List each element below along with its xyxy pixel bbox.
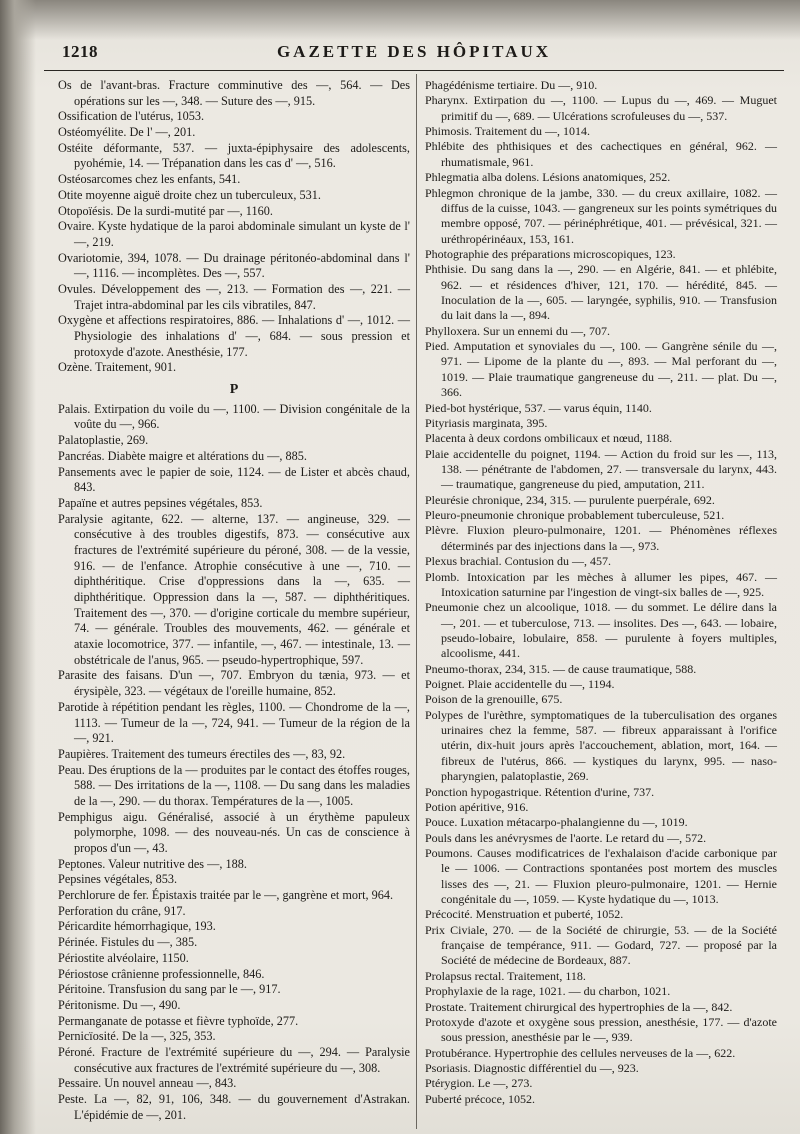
- index-entry: Prix Civiale, 270. — de la Société de chirurgie, 53. — de la Société française de tempérance, 911. — Godard, 727. — proposé par la Société de médecine de Bordeaux, 887.: [425, 922, 777, 968]
- index-entry: Ossification de l'utérus, 1053.: [58, 109, 205, 124]
- page-top-shadow: [0, 0, 800, 40]
- index-entry: Pied-bot hystérique, 537. — varus équin, 1140.: [425, 400, 652, 415]
- index-entry: Périostite alvéolaire, 1150.: [58, 950, 189, 965]
- index-entry: Plexus brachial. Contusion du —, 457.: [425, 554, 611, 569]
- index-entry: Précocité. Menstruation et puberté, 1052.: [425, 907, 624, 922]
- index-entry: Otopoïésis. De la surdi-mutité par —, 1160.: [58, 203, 273, 218]
- index-entry: Parasite des faisans. D'un —, 707. Embryon du tænia, 973. — et érysipèle, 323. — végétaux de l'oreille humaine, 852.: [58, 668, 410, 699]
- index-entry: Peau. Des éruptions de la — produites par le contact des étoffes rouges, 588. — Des irritations de la —, 1108. — Du sang dans les maladies de la —, 290. — du thorax. Températures de la —, 1005.: [58, 762, 410, 808]
- index-entry: Ovules. Développement des —, 213. — Formation des —, 221. — Trajet intra-abdominal par les cils vibratiles, 847.: [58, 281, 410, 312]
- index-entry: Ozène. Traitement, 901.: [58, 360, 177, 375]
- index-entry: Pessaire. Un nouvel anneau —, 843.: [58, 1076, 237, 1091]
- index-entry: Pneumo-thorax, 234, 315. — de cause traumatique, 588.: [425, 661, 697, 676]
- index-entry: Prolapsus rectal. Traitement, 118.: [425, 968, 586, 983]
- index-entry: Phthisie. Du sang dans la —, 290. — en Algérie, 841. — et phlébite, 962. — et résidences d'hiver, 121, 170. — hérédité, 845. — Inoculation de la —, 605. — laryngée, syphilis, 910. — Transfusion du lait dans la —, 894.: [425, 262, 777, 323]
- index-entry: Parotide à répétition pendant les règles, 1100. — Chondrome de la —, 1113. — Tumeur de la —, 724, 941. — Tumeur de la région de la —, 921.: [58, 699, 410, 746]
- index-entry: Pouls dans les anévrysmes de l'aorte. Le retard du —, 572.: [425, 830, 707, 845]
- index-entry: Péricardite hémorrhagique, 193.: [58, 919, 216, 934]
- index-entry: Phlébite des phthisiques et des cachectiques en général, 962. — rhumatismale, 961.: [425, 139, 777, 169]
- index-entry: Psoriasis. Diagnostic différentiel du —, 923.: [425, 1061, 639, 1075]
- index-entry: Phylloxera. Sur un ennemi du —, 707.: [425, 323, 610, 338]
- index-entry: Palais. Extirpation du voile du —, 1100. — Division congénitale de la voûte du —, 966.: [58, 401, 410, 432]
- index-entry: Ostéite déformante, 537. — juxta-épiphysaire des adolescents, pyohémie, 14. — Trépanation dans les cas d' —, 516.: [58, 140, 410, 171]
- index-entry: Photographie des préparations microscopiques, 123.: [425, 246, 676, 261]
- header-rule: [44, 70, 784, 71]
- index-entry: Périostose crânienne professionnelle, 846.: [58, 966, 265, 981]
- index-entry: Ostéosarcomes chez les enfants, 541.: [58, 172, 241, 187]
- index-entry: Puberté précoce, 1052.: [425, 1091, 535, 1106]
- index-entry: Plomb. Intoxication par les mèches à allumer les pipes, 467. — Intoxication saturnine par l'ingestion de vingt-six balles de —, 925.: [425, 569, 777, 599]
- index-entry: Pied. Amputation et synoviales du —, 100. — Gangrène sénile du —, 971. — Lipome de la plante du —, 893. — Mal perforant du —, 1019. — Plaie traumatique gangreneuse du —, 211. — plat. Du —, 366.: [425, 339, 777, 400]
- index-entry: Pleuro-pneumonie chronique probablement tuberculeuse, 521.: [425, 508, 725, 523]
- column-divider: [416, 74, 417, 1129]
- section-letter: P: [229, 382, 239, 398]
- index-entry: Plèvre. Fluxion pleuro-pulmonaire, 1201. — Phénomènes réflexes déterminés par des injections dans la —, 973.: [425, 523, 777, 553]
- index-entry: Pneumonie chez un alcoolique, 1018. — du sommet. Le délire dans la —, 201. — et tuberculose, 713. — insolites. Des —, 643. — lobaire, pseudo-lobaire, lobulaire, 858. — purulente à foyers multiples, alcoolisme, 441.: [425, 600, 777, 661]
- index-entry: Ptérygion. Le —, 273.: [425, 1076, 533, 1091]
- index-entry: Polypes de l'urèthre, symptomatiques de la tuberculisation des organes urinaires chez la femme, 587. — fibreux apparaissant à l'orifice utérin, dix-huit jours après l'accouchement, ablation, mort, 164. — fibreux de l'utérus, 866. — kystiques du larynx, 995. — naso-pharyngien, palatoplastie, 269.: [425, 707, 777, 784]
- left-entries-o: [58, 78, 410, 376]
- index-entry: Os de l'avant-bras. Fracture comminutive des —, 564. — Des opérations sur les —, 348. — Suture des —, 915.: [58, 78, 410, 108]
- index-entry: Ovaire. Kyste hydatique de la paroi abdominale simulant un kyste de l' —, 219.: [58, 219, 410, 249]
- index-entry: Potion apéritive, 916.: [425, 799, 529, 814]
- index-entry: Papaïne et autres pepsines végétales, 853.: [58, 495, 263, 510]
- index-entry: Paralysie agitante, 622. — alterne, 137. — angineuse, 329. — consécutive à des troubles digestifs, 873. — consécutive aux fractures de l'extrémité supérieure du péroné, 308. — de la vessie, 916. — de l'enfance. Atrophie consécutive à une —, 710. — diphthéritique. Crise d'oppressions dans la —, 635. — diphthéritique. Oppression dans la —, 587. — diphthéritiques. Traitement des —, 370. — d'origine corticale du membre supérieur, 74. — générale. Troubles des mouvements, 462. — générale et ataxie locomotrice, 377. — infantile, —, 467. — intestinale, 13. — obstétricale de l'anus, 965. — pseudo-hypertrophique, 597.: [58, 511, 410, 667]
- index-entry: Perchlorure de fer. Épistaxis traitée par le —, gangrène et mort, 964.: [58, 888, 394, 903]
- index-entry: Péritoine. Transfusion du sang par le —, 917.: [58, 982, 281, 997]
- left-entries-p: [58, 402, 410, 1124]
- index-entry: Périnée. Fistules du —, 385.: [58, 935, 198, 950]
- index-entry: Paupières. Traitement des tumeurs érectiles des —, 83, 92.: [58, 746, 346, 761]
- index-entry: Pancréas. Diabète maigre et altérations du —, 885.: [58, 448, 307, 463]
- index-entry: Péritonisme. Du —, 490.: [58, 997, 181, 1012]
- index-entry: Ovariotomie, 394, 1078. — Du drainage péritonéo-abdominal dans l' —, 1116. — incomplètes. Des —, 557.: [58, 250, 410, 281]
- index-entry: Peptones. Valeur nutritive des —, 188.: [58, 856, 247, 871]
- index-entry: Phimosis. Traitement du —, 1014.: [425, 124, 591, 139]
- index-entry: Permanganate de potasse et fièvre typhoïde, 277.: [58, 1013, 299, 1028]
- index-entry: Otite moyenne aiguë droite chez un tuberculeux, 531.: [58, 187, 321, 202]
- index-entry: Pansements avec le papier de soie, 1124. — de Lister et abcès chaud, 843.: [58, 464, 410, 495]
- index-entry: Phlegmatia alba dolens. Lésions anatomiques, 252.: [425, 170, 671, 185]
- index-entry: Poison de la grenouille, 675.: [425, 692, 563, 707]
- index-entry: Phagédénisme tertiaire. Du —, 910.: [425, 78, 598, 92]
- index-entry: Pleurésie chronique, 234, 315. — purulente puerpérale, 692.: [425, 492, 715, 507]
- index-entry: Protoxyde d'azote et oxygène sous pression, anesthésie, 177. — d'azote sous pression, anesthésie par le —, 939.: [425, 1014, 777, 1045]
- index-entry: Pityriasis marginata, 395.: [425, 415, 548, 430]
- index-entry: Ostéomyélite. De l' —, 201.: [58, 125, 196, 140]
- page-number: 1218: [62, 42, 98, 61]
- index-entry: Plaie accidentelle du poignet, 1194. — Action du froid sur les —, 113, 138. — pénétrante de l'abdomen, 27. — transversale du larynx, 443. — traumatique, gangreneuse du pied, amputation, 211.: [425, 446, 777, 492]
- index-entry: Pouce. Luxation métacarpo-phalangienne du —, 1019.: [425, 815, 688, 830]
- index-entry: Pepsines végétales, 853.: [58, 872, 178, 887]
- index-entry: Perforation du crâne, 917.: [58, 903, 186, 918]
- index-entry: Prostate. Traitement chirurgical des hypertrophies de la —, 842.: [425, 999, 733, 1014]
- left-column: [58, 78, 410, 1123]
- index-entry: Peste. La —, 82, 91, 106, 348. — du gouvernement d'Astrakan. L'épidémie de —, 201.: [58, 1092, 410, 1122]
- index-entry: Poignet. Plaie accidentelle du —, 1194.: [425, 677, 615, 692]
- index-entry: Prophylaxie de la rage, 1021. — du charbon, 1021.: [425, 984, 671, 999]
- index-entry: Péroné. Fracture de l'extrémité supérieure du —, 294. — Paralysie consécutive aux fractures de l'extrémité supérieure du —, 308.: [58, 1044, 410, 1075]
- page-header: [44, 38, 784, 64]
- index-entry: Oxygène et affections respiratoires, 886. — Inhalations d' —, 1012. — Physiologie des inhalations d' —, 684. — sous pression et protoxyde d'azote. Anesthésie, 177.: [58, 313, 410, 359]
- right-entries: [425, 78, 777, 1107]
- right-column: [425, 78, 777, 1107]
- binding-shadow: [0, 0, 36, 1134]
- index-entry: Ponction hypogastrique. Rétention d'urine, 737.: [425, 784, 655, 799]
- index-entry: Phlegmon chronique de la jambe, 330. — du creux axillaire, 1082. — diffus de la cuisse, 1043. — gangreneux sur les points symétriques du membre opposé, 707. — périnéphrétique, 401. — prévésical, 321. — uréthropérinéaux, 153, 161.: [425, 185, 777, 246]
- index-entry: Pernicïosité. De la —, 325, 353.: [58, 1029, 216, 1044]
- index-entry: Protubérance. Hypertrophie des cellules nerveuses de la —, 622.: [425, 1045, 736, 1060]
- index-entry: Palatoplastie, 269.: [58, 433, 149, 448]
- index-entry: Pemphigus aigu. Généralisé, associé à un érythème papuleux polymorphe, 1098. — des nouveau-nés. Un cas de conscience à propos d'un —, 43.: [58, 809, 410, 855]
- running-title: GAZETTE DES HÔPITAUX: [276, 42, 552, 61]
- index-entry: Placenta à deux cordons ombilicaux et nœud, 1188.: [425, 431, 673, 446]
- index-entry: Pharynx. Extirpation du —, 1100. — Lupus du —, 469. — Muguet primitif du —, 689. — Ulcérations scrofuleuses du —, 537.: [425, 93, 777, 123]
- index-entry: Poumons. Causes modificatrices de l'exhalaison d'acide carbonique par le — 1006. — Contractions spontanées post mortem des muscles lisses des —, 21. — Fluxion pleuro-pulmonaire, 1201. — Hernie congénitale du —, 1059. — Kyste hydatique du —, 1013.: [425, 845, 777, 907]
